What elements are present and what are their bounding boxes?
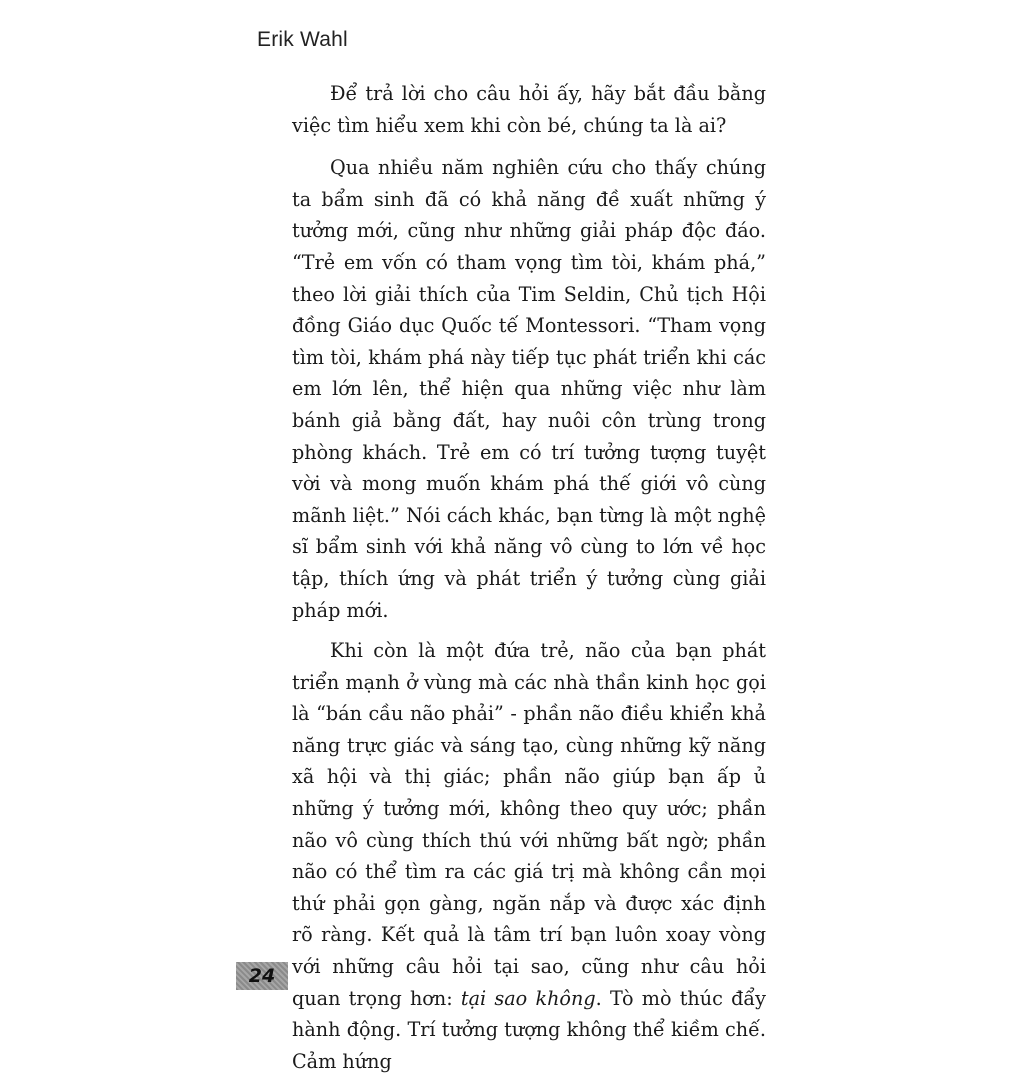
paragraph-3 <box>292 635 766 1077</box>
paragraph-3-text-before: Khi còn là một đứa trẻ, não của bạn phát triển mạnh ở vùng mà các nhà thần kinh học gọi là “bán cầu não phải” - phần não điều khiển khả năng trực giác và sáng tạo, cùng những kỹ năng xã hội và thị giác; phần não giúp bạn ấp ủ những ý tưởng mới, không theo quy ước; phần não vô cùng thích thú với những bất ngờ; phần não có thể tìm ra các giá trị mà không cần mọi thứ phải gọn gàng, ngăn nắp và được xác định rõ ràng. Kết quả là tâm trí bạn luôn xoay vòng với những câu hỏi tại sao, cũng như câu hỏi quan trọng hơn: <box>292 639 766 1010</box>
running-header-author: Erik Wahl <box>257 28 348 51</box>
paragraph-2: Qua nhiều năm nghiên cứu cho thấy chúng ta bẩm sinh đã có khả năng đề xuất những ý tưởng mới, cũng như những giải pháp độc đáo. “Trẻ em vốn có tham vọng tìm tòi, khám phá,” theo lời giải thích của Tim Seldin, Chủ tịch Hội đồng Giáo dục Quốc tế Montessori. “Tham vọng tìm tòi, khám phá này tiếp tục phát triển khi các em lớn lên, thể hiện qua những việc như làm bánh giả bằng đất, hay nuôi côn trùng trong phòng khách. Trẻ em có trí tưởng tượng tuyệt vời và mong muốn khám phá thế giới vô cùng mãnh liệt.” Nói cách khác, bạn từng là một nghệ sĩ bẩm sinh với khả năng vô cùng to lớn về học tập, thích ứng và phát triển ý tưởng cùng giải pháp mới. <box>292 156 766 622</box>
page-number: 24 <box>236 962 288 990</box>
paragraph-1: Để trả lời cho câu hỏi ấy, hãy bắt đầu bằng việc tìm hiểu xem khi còn bé, chúng ta là ai? <box>292 82 766 137</box>
paragraph-3-emphasis: tại sao không <box>460 986 596 1010</box>
paragraph-3-text-after: . Tò mò thúc đẩy hành động. Trí tưởng tượng không thể kiềm chế. Cảm hứng <box>292 986 766 1073</box>
body-text <box>292 78 766 1086</box>
